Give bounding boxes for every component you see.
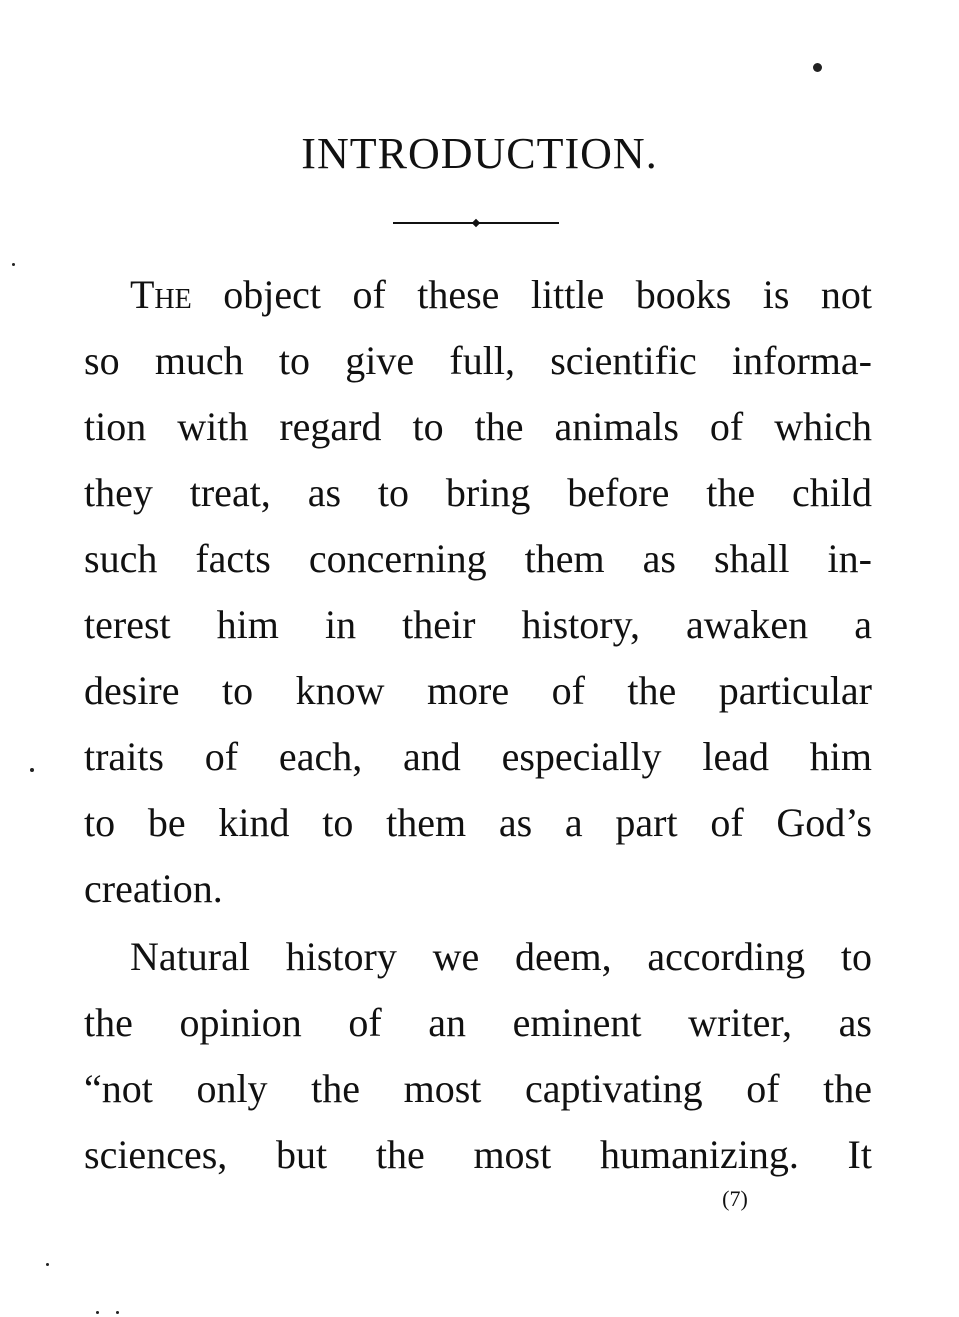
ornamental-rule [393,218,559,228]
ink-speck [30,768,34,772]
page-title: INTRODUCTION. [301,129,658,178]
ink-speck [96,1311,99,1314]
text-line: desire to know more of the particular [84,668,872,713]
text-line: the opinion of an eminent writer, as [84,1000,872,1045]
page-number: (7) [722,1186,748,1211]
text-line: such facts concerning them as shall in- [84,536,872,581]
text-line: “not only the most captivating of the [84,1066,872,1111]
text-line: sciences, but the most humanizing. It [84,1132,872,1177]
text-line: to be kind to them as a part of God’s [84,800,872,845]
text-line [130,263,872,327]
text-line: they treat, as to bring before the child [84,470,872,515]
text-line: creation. [84,866,223,911]
line-text: object of these little books is not [191,272,872,317]
text-line: traits of each, and especially lead him [84,734,872,779]
ink-speck [813,63,822,72]
text-line: so much to give full, scientific informa- [84,338,872,383]
text-line: Natural history we deem, according to [130,934,872,979]
text-line: tion with regard to the animals of which [84,404,872,449]
ink-speck [116,1311,119,1314]
ink-speck [46,1263,49,1266]
text-line: terest him in their history, awaken a [84,602,872,647]
ink-speck [12,263,15,266]
drop-word: The [130,272,192,317]
